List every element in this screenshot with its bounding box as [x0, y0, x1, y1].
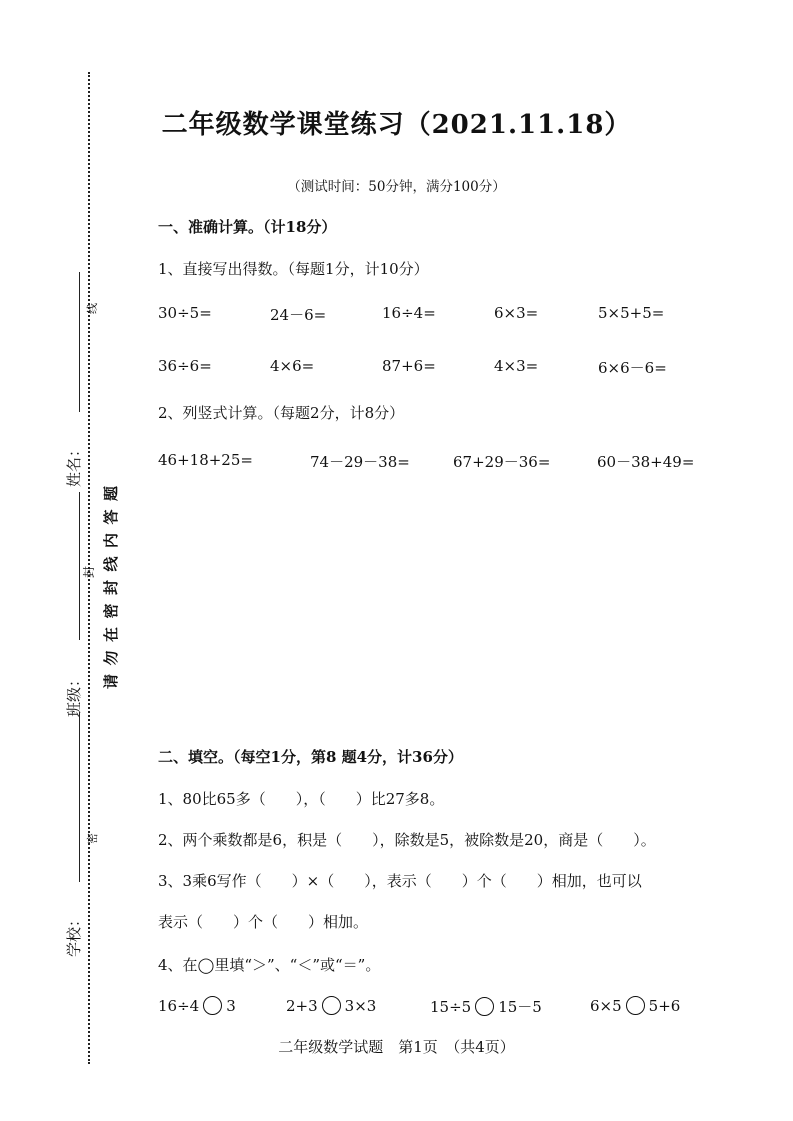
compare-circle[interactable] [203, 996, 222, 1015]
compare-circle[interactable] [475, 997, 494, 1016]
compare-item: 6×5 5+6 [590, 997, 681, 1015]
name-blank-line [79, 272, 80, 412]
seal-mark-feng: 封 [82, 565, 96, 578]
seal-mark-mi: 密 [86, 833, 99, 844]
compare-item: 16÷4 3 [158, 997, 236, 1015]
calc-item: 30÷5= [158, 304, 212, 322]
section2-heading: 二、填空。（每空1分，第8 题4分，计36分） [158, 748, 463, 766]
calc-item: 4×3= [494, 357, 539, 375]
compare-item: 15÷5 15－5 [430, 998, 542, 1016]
calc-item: 24－6= [270, 306, 327, 324]
page-subtitle: （测试时间：50分钟，满分100分） [287, 179, 506, 195]
calc-item: 16÷4= [382, 304, 436, 322]
fill-question-4: 4、在◯里填“＞”、“＜”或“＝”。 [158, 956, 381, 974]
vertical-calc-item: 46+18+25= [158, 451, 253, 469]
vertical-calc-item: 67+29－36= [453, 453, 551, 471]
section1-q1-heading: 1、直接写出得数。（每题1分，计10分） [158, 260, 429, 278]
page-title: 二年级数学课堂练习（2021.11.18） [161, 110, 632, 140]
calc-item: 87+6= [382, 357, 436, 375]
section1-heading: 一、准确计算。（计18分） [158, 218, 337, 236]
calc-item: 5×5+5= [598, 304, 665, 322]
seal-instruction: 请勿在密封线内答题 [102, 477, 120, 689]
fill-question-2: 2、两个乘数都是6，积是（ ），除数是5，被除数是20，商是（ ）。 [158, 831, 656, 849]
vertical-calc-item: 74－29－38= [310, 453, 410, 471]
calc-item: 36÷6= [158, 357, 212, 375]
compare-circle[interactable] [322, 996, 341, 1015]
calc-item: 4×6= [270, 357, 315, 375]
page-footer: 二年级数学试题 第1页 （共4页） [278, 1038, 515, 1056]
calc-item: 6×3= [494, 304, 539, 322]
compare-item: 2+3 3×3 [286, 997, 377, 1015]
seal-mark-xian: 线 [86, 303, 99, 314]
calc-item: 6×6－6= [598, 359, 667, 377]
fill-question-1: 1、80比65多（ ），（ ）比27多8。 [158, 790, 445, 808]
fill-question-3-line2: 表示（ ）个（ ）相加。 [158, 913, 369, 931]
class-label: 班级： [65, 671, 83, 717]
compare-circle[interactable] [626, 996, 645, 1015]
school-label: 学校： [65, 911, 83, 957]
section1-q2-heading: 2、列竖式计算。（每题2分，计8分） [158, 404, 405, 422]
name-label: 姓名： [65, 441, 83, 487]
school-blank-line [79, 712, 80, 882]
vertical-calc-item: 60－38+49= [597, 453, 695, 471]
fill-question-3-line1: 3、3乘6写作（ ）×（ ），表示（ ）个（ ）相加，也可以 [158, 872, 642, 890]
